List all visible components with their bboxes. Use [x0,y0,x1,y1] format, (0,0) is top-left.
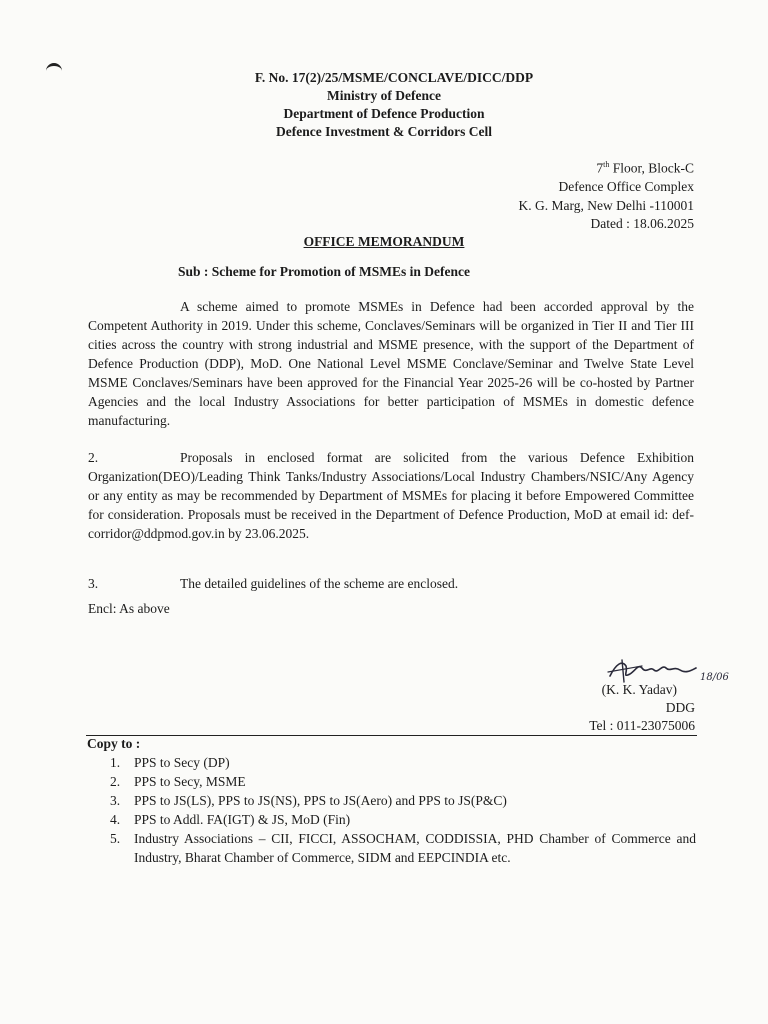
paragraph-number: 3. [88,576,99,591]
memo-date: Dated : 18.06.2025 [590,216,694,231]
list-item-text: PPS to Secy (DP) [134,755,230,770]
copy-to-heading: Copy to : [87,736,141,751]
list-item-number: 4. [110,812,121,827]
paragraph-text: Proposals in enclosed format are solicited from the various Defence Exhibition Organization(DEO)/Leading Think Tanks/Industry Associations/Local Industry Chambers/NSIC/Any Agency or any entity as may be recommended by Department of MSMEs for placing it before Empowered Committee for consideration. Proposals must be received in the Department of Defence Production, MoD at email id: def-corridor@ddpmod.gov.in by 23.06.2025. [88,450,694,541]
floor-number: 7 [596,160,604,176]
floor-text: Floor, Block-C [609,160,694,176]
memo-title: OFFICE MEMORANDUM [303,234,465,249]
signatory-telephone: Tel : 011-23075006 [589,718,695,733]
address-floor [519,156,694,178]
letterhead [0,69,768,141]
department-name: Department of Defence Production [283,106,485,121]
list-item-number: 5. [110,831,121,846]
subject-line: Sub : Scheme for Promotion of MSMEs in Defence [178,264,470,279]
paragraph-1: A scheme aimed to promote MSMEs in Defence had been accorded approval by the Competent Authority in 2019. Under this scheme, Conclaves/Seminars will be organized in Tier II and Tier III cities across the country with strong industrial and MSME presence, with the support of the Department of Defence Production (DDP), MoD. One National Level MSME Conclave/Seminar and Twelve State Level MSME Conclaves/Seminars have been approved for the Financial Year 2025-26 will be co-hosted by Partner Agencies and the local Industry Associations for better participation of MSMEs in domestic defence manufacturing. [88,299,694,428]
paragraph-2 [88,448,694,543]
list-item-number: 1. [110,755,121,770]
signatory-block [589,681,695,735]
signatory-designation: DDG [665,700,695,715]
signatory-name: (K. K. Yadav) [601,682,677,697]
file-number: F. No. 17(2)/25/MSME/CONCLAVE/DICC/DDP [254,70,534,85]
cell-name: Defence Investment & Corridors Cell [276,124,492,139]
list-item-text: Industry Associations – CII, FICCI, ASSOCHAM, CODDISSIA, PHD Chamber of Commerce and Industry, Bharat Chamber of Commerce, SIDM and EEPCINDIA etc. [134,831,696,865]
list-item-text: PPS to Addl. FA(IGT) & JS, MoD (Fin) [134,812,351,827]
divider-line [86,735,697,736]
address-street: K. G. Marg, New Delhi -110001 [518,197,694,213]
list-item-text: PPS to Secy, MSME [134,774,246,789]
enclosure-note: Encl: As above [88,601,170,616]
ministry-name: Ministry of Defence [327,88,441,103]
list-item-text: PPS to JS(LS), PPS to JS(NS), PPS to JS(Aero) and PPS to JS(P&C) [134,793,507,808]
list-item [110,791,696,810]
office-address [519,156,694,234]
list-item-number: 2. [110,774,121,789]
signature-date: 18/06 [700,672,729,683]
list-item [110,753,696,772]
paragraph-3 [88,574,694,593]
copy-to-list [110,753,696,867]
list-item [110,829,696,867]
address-complex: Defence Office Complex [558,179,694,194]
list-item [110,772,696,791]
list-item-number: 3. [110,793,121,808]
floor-superscript: th [603,160,610,169]
paragraph-text: The detailed guidelines of the scheme are enclosed. [180,576,459,591]
paragraph-number: 2. [88,450,99,465]
list-item [110,810,696,829]
